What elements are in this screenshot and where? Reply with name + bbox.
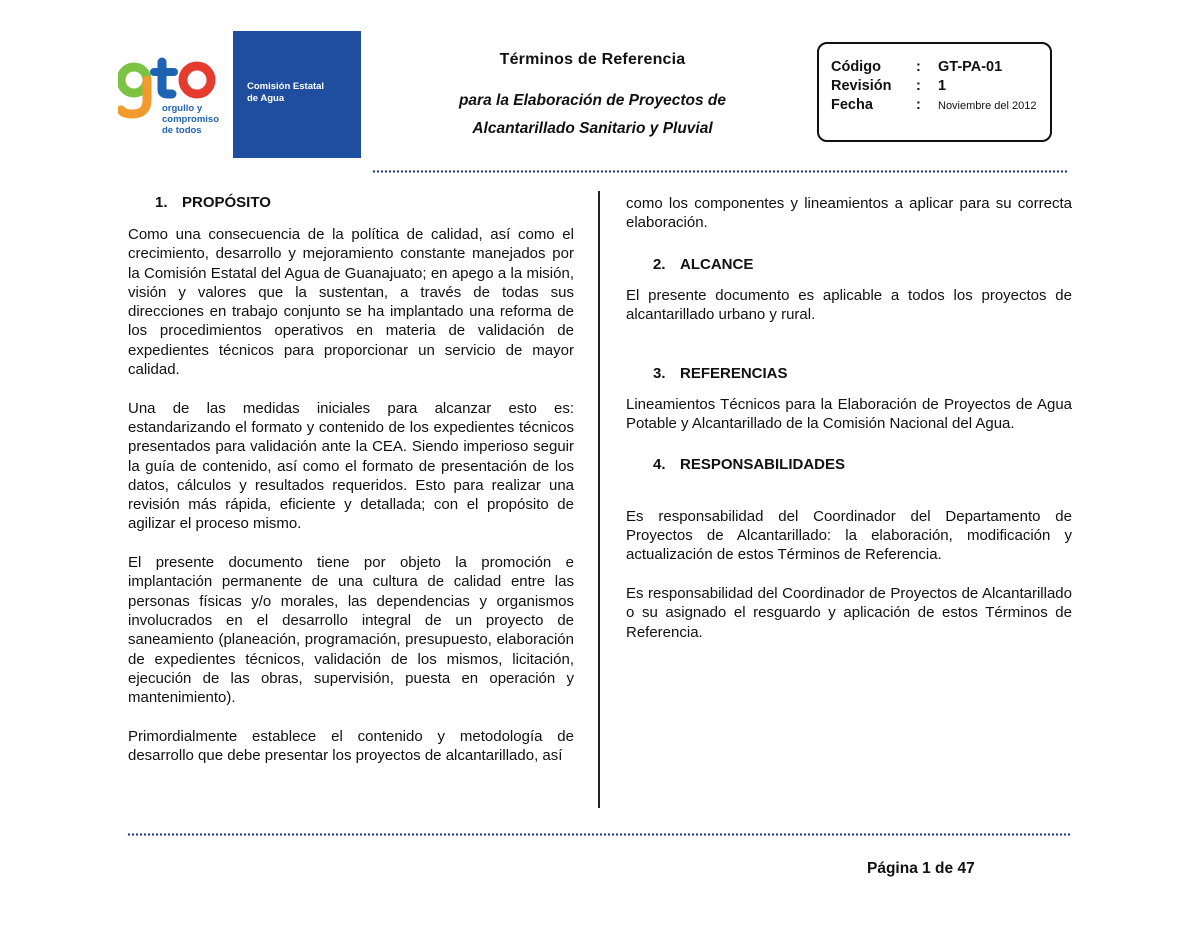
revision-row xyxy=(831,77,1050,96)
date-label: Fecha xyxy=(831,97,873,113)
document-code-box xyxy=(817,42,1052,142)
code-colon: : xyxy=(916,59,921,75)
responsibilities-paragraph-2: Es responsabilidad del Coordinador de Proyectos de Alcantarillado o su asignado el resguardo y aplicación de estos Términos de Referencia. xyxy=(626,584,1072,641)
section-heading-references xyxy=(626,364,1072,383)
section-title: RESPONSABILIDADES xyxy=(680,455,846,473)
date-value: Noviembre del 2012 xyxy=(938,100,1037,112)
purpose-paragraph-2: Una de las medidas iniciales para alcanzar esto es: estandarizando el formato y contenido de los expedientes técnicos presentados para validación ante la CEA. Siendo imperioso seguir la guía de contenido, así como el formato de presentación de los datos, cálculos y resultados requeridos. Esto para realizar una revisión más rápida, eficiente y detallada; con el propósito de agilizar el proceso mismo. xyxy=(128,399,574,533)
purpose-paragraph-1: Como una consecuencia de la política de calidad, así como el crecimiento, desarrollo y mejoramiento constante manejados por la Comisión Estatal del Agua de Guanajuato; en apego a la misión, visión y valores que la sustentan, a través de todas sus direcciones en trabajo conjunto se ha implantado una reforma de los procedimientos operativos en materia de validación de expedientes técnicos para proporcionar un servicio de mayor calidad. xyxy=(128,226,574,379)
gto-slogan-line-1: orgullo y xyxy=(162,103,203,114)
purpose-paragraph-3: El presente documento tiene por objeto la promoción e implantación permanente de una cultura de calidad entre las personas físicas y/o morales, las dependencias y organismos involucrados en el desarrollo integral de un proyecto de saneamiento (planeación, programación, presupuesto, elaboración de expedientes técnicos, validación de los mismos, licitación, ejecución de las obras, supervisión, puesta en operación y mantenimiento). xyxy=(128,554,574,707)
purpose-paragraph-4: Primordialmente establece el contenido y metodología de desarrollo que debe presentar los proyectos de alcantarillado, así xyxy=(128,727,574,765)
date-row xyxy=(831,96,1050,115)
section-heading-responsibilities xyxy=(626,455,1072,474)
header-dotted-divider xyxy=(372,170,1069,173)
document-subtitle-line-2: Alcantarillado Sanitario y Pluvial xyxy=(472,120,713,137)
section-title: PROPÓSITO xyxy=(182,194,271,211)
code-value: GT-PA-01 xyxy=(938,59,1003,75)
code-label: Código xyxy=(831,59,881,75)
section-title: REFERENCIAS xyxy=(680,365,788,383)
references-paragraph: Lineamientos Técnicos para la Elaboración de Proyectos de Agua Potable y Alcantarillado de la Comisión Nacional del Agua. xyxy=(626,396,1072,433)
section-title: ALCANCE xyxy=(680,255,754,273)
code-row xyxy=(831,58,1050,77)
section-heading-scope xyxy=(626,255,1072,274)
revision-value: 1 xyxy=(938,78,947,94)
revision-label: Revisión xyxy=(831,78,892,94)
section-number: 4. xyxy=(653,455,666,473)
date-colon: : xyxy=(916,97,921,113)
section-heading-purpose xyxy=(128,193,574,212)
cea-logo xyxy=(233,31,361,158)
right-column xyxy=(626,194,1072,642)
responsibilities-paragraph-1: Es responsabilidad del Coordinador del Departamento de Proyectos de Alcantarillado: la elaboración, modificación y actualización de estos Términos de Referencia. xyxy=(626,507,1072,564)
document-title: Términos de Referencia xyxy=(499,51,686,68)
scope-paragraph: El presente documento es aplicable a todos los proyectos de alcantarillado urbano y rural. xyxy=(626,286,1072,323)
gto-slogan-line-2: compromiso xyxy=(162,114,220,125)
section-number: 2. xyxy=(653,255,666,273)
left-column xyxy=(128,193,574,765)
gto-logo xyxy=(118,56,223,136)
section-number: 1. xyxy=(155,194,168,211)
purpose-continuation: como los componentes y lineamientos a aplicar para su correcta elaboración. xyxy=(626,195,1072,232)
gto-slogan-line-3: de todos xyxy=(162,125,202,136)
document-subtitle-line-1: para la Elaboración de Proyectos de xyxy=(458,92,727,109)
cea-logo-line-2: de Agua xyxy=(247,93,285,104)
revision-colon: : xyxy=(916,78,921,94)
footer-dotted-divider xyxy=(127,833,1072,836)
column-divider xyxy=(598,191,600,808)
section-number: 3. xyxy=(653,365,666,383)
document-title-block xyxy=(395,48,790,143)
cea-logo-line-1: Comisión Estatal xyxy=(247,81,325,92)
page-number: Página 1 de 47 xyxy=(867,860,975,877)
